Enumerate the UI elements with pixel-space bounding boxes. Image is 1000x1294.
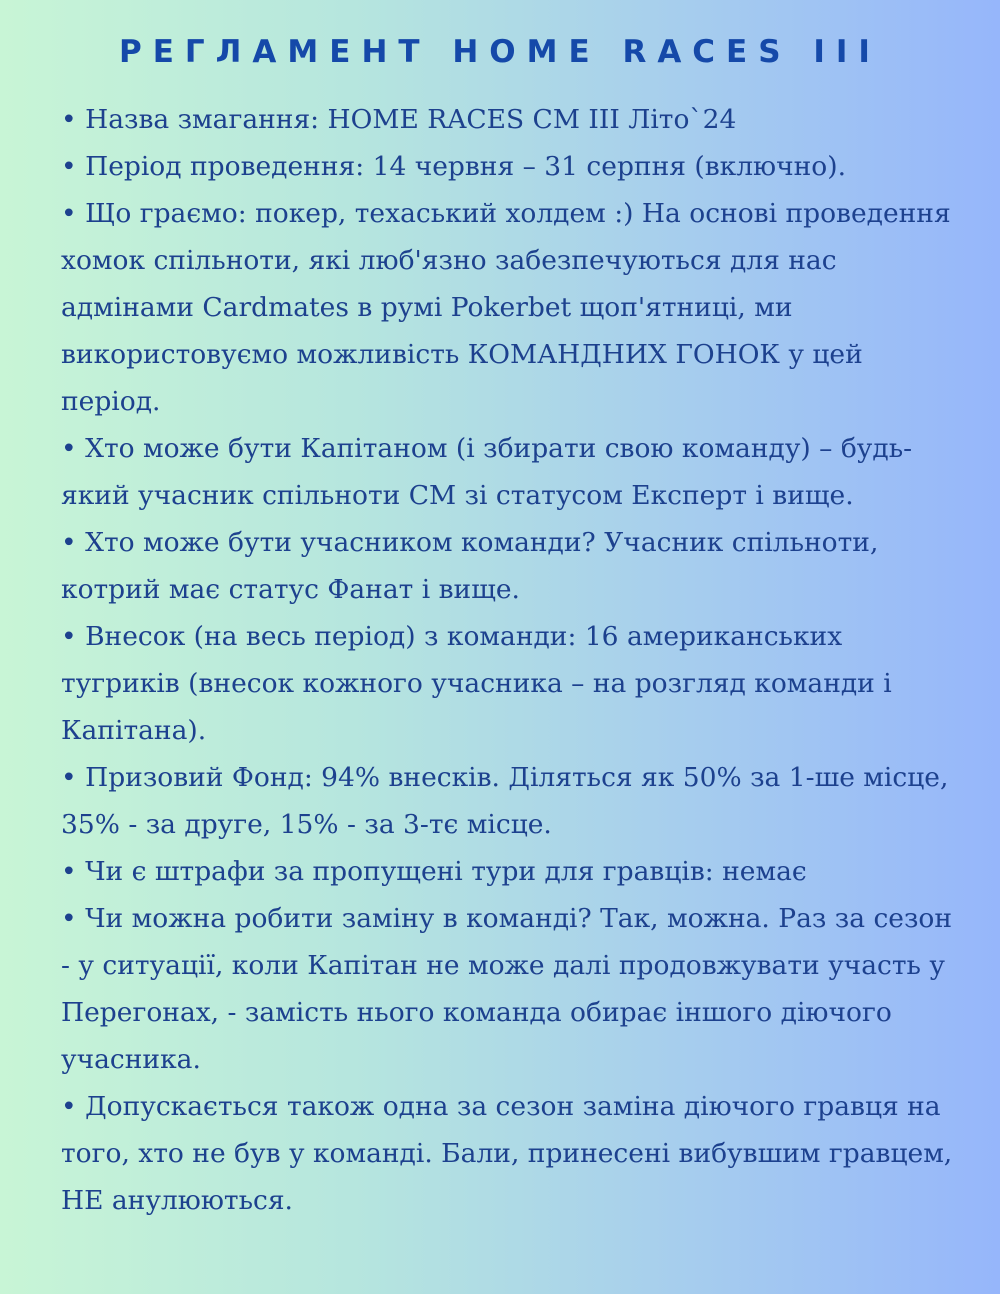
bullet-icon: • bbox=[61, 527, 77, 558]
rule-game bbox=[61, 190, 961, 425]
rule-text: Внесок (на весь період) з команди: 16 американських тугриків (внесок кожного учасника – на розгляд команди і Капітана). bbox=[61, 621, 892, 746]
rule-text: Хто може бути учасником команди? Учасник спільноти, котрий має статус Фанат і вище. bbox=[61, 527, 879, 605]
rules-list bbox=[61, 96, 961, 1224]
rule-text: Допускається також одна за сезон заміна діючого гравця на того, хто не був у команді. Бали, принесені вибувшим гравцем, НЕ анулюються. bbox=[61, 1091, 953, 1216]
rule-substitution bbox=[61, 895, 961, 1083]
rule-text: Період проведення: 14 червня – 31 серпня (включно). bbox=[85, 151, 847, 182]
rule-replacement bbox=[61, 1083, 961, 1224]
rule-member bbox=[61, 519, 961, 613]
rule-name bbox=[61, 96, 961, 143]
bullet-icon: • bbox=[61, 903, 77, 934]
bullet-icon: • bbox=[61, 1091, 77, 1122]
rule-prize-fund bbox=[61, 754, 961, 848]
rule-text: Назва змагання: HOME RACES CM III Літо`24 bbox=[85, 104, 737, 135]
bullet-icon: • bbox=[61, 198, 77, 229]
rule-penalties bbox=[61, 848, 961, 895]
bullet-icon: • bbox=[61, 104, 77, 135]
bullet-icon: • bbox=[61, 762, 77, 793]
rule-period bbox=[61, 143, 961, 190]
rule-fee bbox=[61, 613, 961, 754]
rule-text: Хто може бути Капітаном (і збирати свою команду) – будь-який учасник спільноти CM зі статусом Експерт і вище. bbox=[61, 433, 913, 511]
bullet-icon: • bbox=[61, 433, 77, 464]
rule-text: Що граємо: покер, техаський холдем :) На основі проведення хомок спільноти, які люб'язно забезпечуються для нас адмінами Cardmates в румі Pokerbet щоп'ятниці, ми використовуємо можливість КОМАНДНИХ ГОНОК у цей період. bbox=[61, 198, 951, 417]
bullet-icon: • bbox=[61, 151, 77, 182]
rule-text: Призовий Фонд: 94% внесків. Діляться як 50% за 1-ше місце, 35% - за друге, 15% - за 3-тє місце. bbox=[61, 762, 949, 840]
bullet-icon: • bbox=[61, 621, 77, 652]
rule-text: Чи є штрафи за пропущені тури для гравців: немає bbox=[85, 856, 807, 887]
page-title: РЕГЛАМЕНТ HOME RACES III bbox=[119, 34, 881, 70]
bullet-icon: • bbox=[61, 856, 77, 887]
rule-text: Чи можна робити заміну в команді? Так, можна. Раз за сезон - у ситуації, коли Капітан не може далі продовжувати участь у Перегонах, - замість нього команда обирає іншого діючого учасника. bbox=[61, 903, 953, 1075]
rule-captain bbox=[61, 425, 961, 519]
